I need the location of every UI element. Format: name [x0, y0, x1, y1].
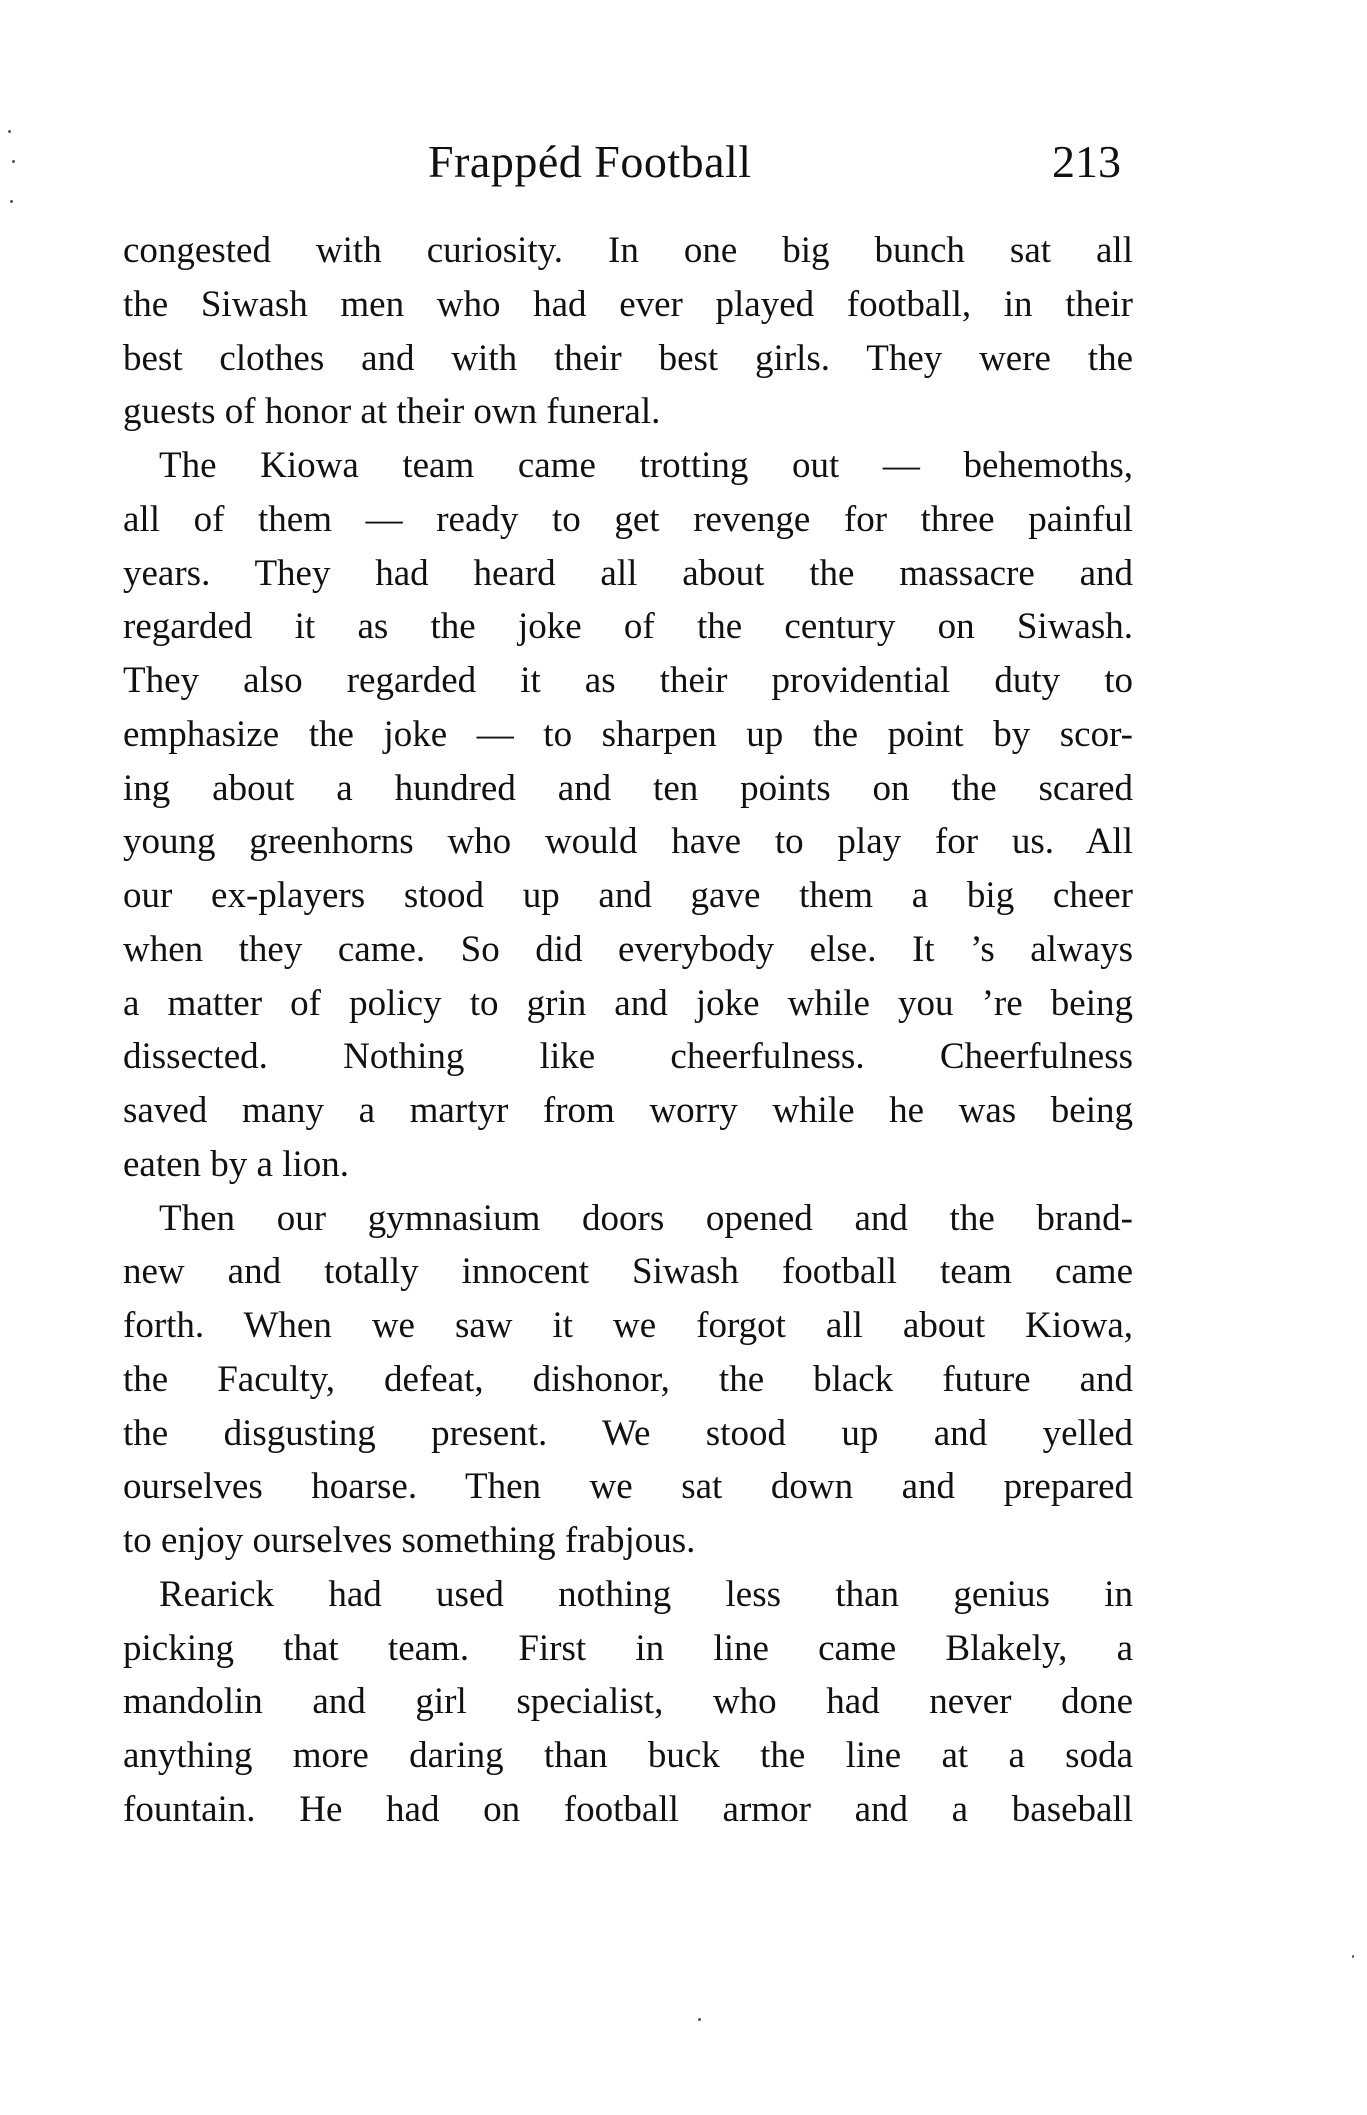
text-line: young greenhorns who would have to play for us. All — [123, 821, 1133, 863]
scan-speck — [1352, 1955, 1354, 1958]
text-line: ing about a hundred and ten points on the scared — [123, 767, 1133, 809]
text-line: They also regarded it as their providential duty to — [123, 660, 1133, 701]
text-line: emphasize the joke — to sharpen up the point by scor- — [123, 713, 1133, 755]
text-line: forth. When we saw it we forgot all about Kiowa, — [123, 1305, 1133, 1346]
text-line: Rearick had used nothing less than genius in — [159, 1573, 1133, 1615]
scan-speck — [10, 200, 13, 203]
text-line: picking that team. First in line came Blakely, a — [123, 1627, 1133, 1669]
text-line: eaten by a lion. — [123, 1143, 350, 1185]
text-line: The Kiowa team came trotting out — behemoths, — [159, 445, 1133, 486]
text-line: mandolin and girl specialist, who had never done — [123, 1681, 1133, 1723]
text-line: all of them — ready to get revenge for three painful — [123, 498, 1133, 540]
text-line: our ex-players stood up and gave them a big cheer — [123, 875, 1133, 916]
text-line: ourselves hoarse. Then we sat down and prepared — [123, 1466, 1133, 1508]
page-number: 213 — [1052, 136, 1121, 187]
scan-speck — [12, 160, 15, 163]
text-line: to enjoy ourselves something frabjous. — [123, 1520, 696, 1561]
text-line: guests of honor at their own funeral. — [123, 391, 661, 433]
text-line: congested with curiosity. In one big bunch sat all — [123, 230, 1133, 271]
scan-speck — [8, 130, 11, 133]
running-header-title: Frappéd Football — [428, 136, 752, 187]
text-line: dissected. Nothing like cheerfulness. Cheerfulness — [123, 1036, 1133, 1078]
text-line: when they came. So did everybody else. It ’s always — [123, 928, 1133, 970]
text-line: new and totally innocent Siwash football team came — [123, 1251, 1133, 1293]
text-line: years. They had heard all about the massacre and — [123, 552, 1133, 594]
page-body — [123, 224, 1133, 1837]
text-line: fountain. He had on football armor and a baseball — [123, 1788, 1133, 1830]
text-line: saved many a martyr from worry while he was being — [123, 1090, 1133, 1131]
text-line: the Faculty, defeat, dishonor, the black future and — [123, 1358, 1133, 1400]
text-line: best clothes and with their best girls. They were the — [123, 337, 1133, 379]
text-line: regarded it as the joke of the century on Siwash. — [123, 606, 1133, 648]
text-line: the Siwash men who had ever played football, in their — [123, 283, 1133, 325]
text-line: the disgusting present. We stood up and yelled — [123, 1412, 1133, 1454]
text-line: anything more daring than buck the line at a soda — [123, 1735, 1133, 1776]
text-line: a matter of policy to grin and joke while you ’re being — [123, 982, 1133, 1024]
scan-speck — [698, 2018, 701, 2021]
text-line: Then our gymnasium doors opened and the brand- — [159, 1197, 1133, 1239]
